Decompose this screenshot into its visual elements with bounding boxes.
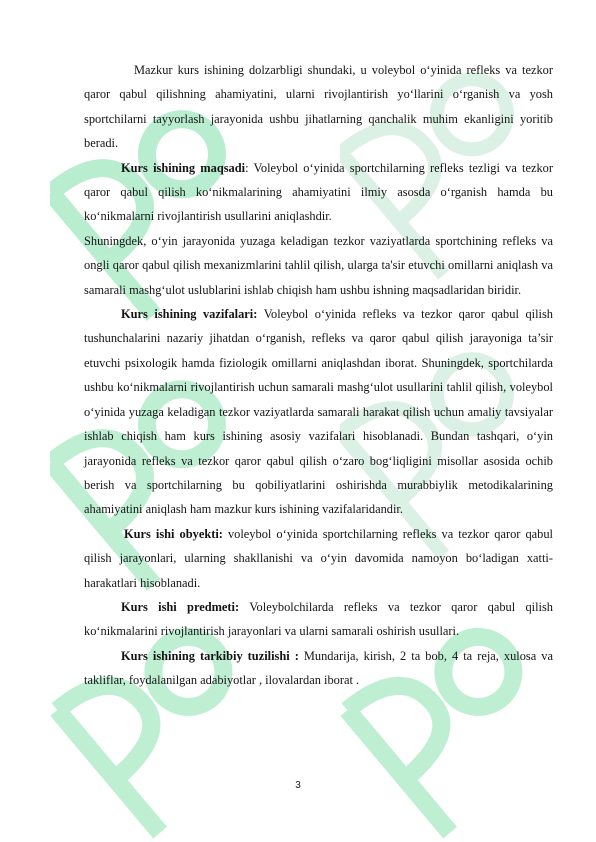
body-text <box>84 58 553 693</box>
paragraph-tasks <box>84 302 553 522</box>
paragraph-text: : Voleybol o‘yinida sportchilarning refleks tezligi va tezkor qaror qabul qilish ko‘nikmalarining ahamiyatini ilmiy asosda o‘rganish hamda bu ko‘nikmalarni rivojlantirish usullarini aniqlashdir. <box>84 160 553 224</box>
paragraph-structure <box>84 644 553 693</box>
paragraph-object <box>84 522 553 595</box>
object-label: Kurs ishi obyekti: <box>124 526 223 541</box>
paragraph-goal <box>84 156 553 229</box>
structure-label: Kurs ishining tarkibiy tuzilishi : <box>121 648 299 663</box>
paragraph-relevance <box>84 58 553 156</box>
paragraph-subject <box>84 595 553 644</box>
paragraph-text: Voleybolchilarda refleks va tezkor qaror qabul qilish ko‘nikmalarini rivojlantirish jarayonlari va ularni samarali oshirish usullari. <box>84 599 553 639</box>
page-number: 3 <box>295 780 301 791</box>
paragraph-text: Shuningdek, o‘yin jarayonida yuzaga keladigan tezkor vaziyatlarda sportchining refleks va ongli qaror qabul qilish mexanizmlarini tahlil qilish, ularga ta'sir etuvchi omillarni aniqlash va samarali mashg‘ulot uslublarini ishlab chiqish ham ushbu ishning maqsadlaridan biridir. <box>84 233 553 297</box>
paragraph-goal-continued <box>84 229 553 302</box>
tasks-label: Kurs ishining vazifalari: <box>121 307 258 322</box>
paragraph-text: Mazkur kurs ishining dolzarbligi shundaki, u voleybol o‘yinida refleks va tezkor qaror qabul qilishning ahamiyatini, ularni rivojlantirish yo‘llarini o‘rganish va yosh sportchilarni tayyorlash jarayonida ushbu jihatlarning qanchalik muhim ekanligini yoritib beradi. <box>84 63 553 151</box>
goal-label: Kurs ishining maqsadi <box>121 160 246 175</box>
paragraph-text: voleybol o‘yinida sportchilarning refleks va tezkor qaror qabul qilish jarayonlari, ularning shakllanishi va o‘yin davomida namoyon bo‘ladigan xatti-harakatlari hisoblanadi. <box>84 526 553 590</box>
paragraph-text: Mundarija, kirish, 2 ta bob, 4 ta reja, xulosa va takliflar, foydalanilgan adabiyotlar , ilovalardan iborat . <box>84 648 553 688</box>
subject-label: Kurs ishi predmeti: <box>121 599 240 614</box>
paragraph-text: Voleybol o‘yinida refleks va tezkor qaror qabul qilish tushunchalarini nazariy jihatdan o‘rganish, refleks va qaror qabul qilish jarayoniga ta’sir etuvchi psixologik hamda fiziologik omillarni aniqlashdan iborat. Shuningdek, sportchilarda ushbu ko‘nikmalarni rivojlantirish uchun samarali mashg‘ulot usullarini tahlil qilish, voleybol o‘yinida yuzaga keladigan tezkor vaziyatlarda samarali harakat qilish uchun amaliy tavsiyalar ishlab chiqish ham kurs ishining asosiy vazifalari hisoblanadi. Bundan tashqari, o‘yin jarayonida refleks va tezkor qaror qabul qilish o‘zaro bog‘liqligini misollar asosida ochib berish va sportchilarning bu qobiliyatlarini oshirishda murabbiylik metodikalarining ahamiyatini aniqlash ham mazkur kurs ishining vazifalaridandir. <box>84 307 553 517</box>
